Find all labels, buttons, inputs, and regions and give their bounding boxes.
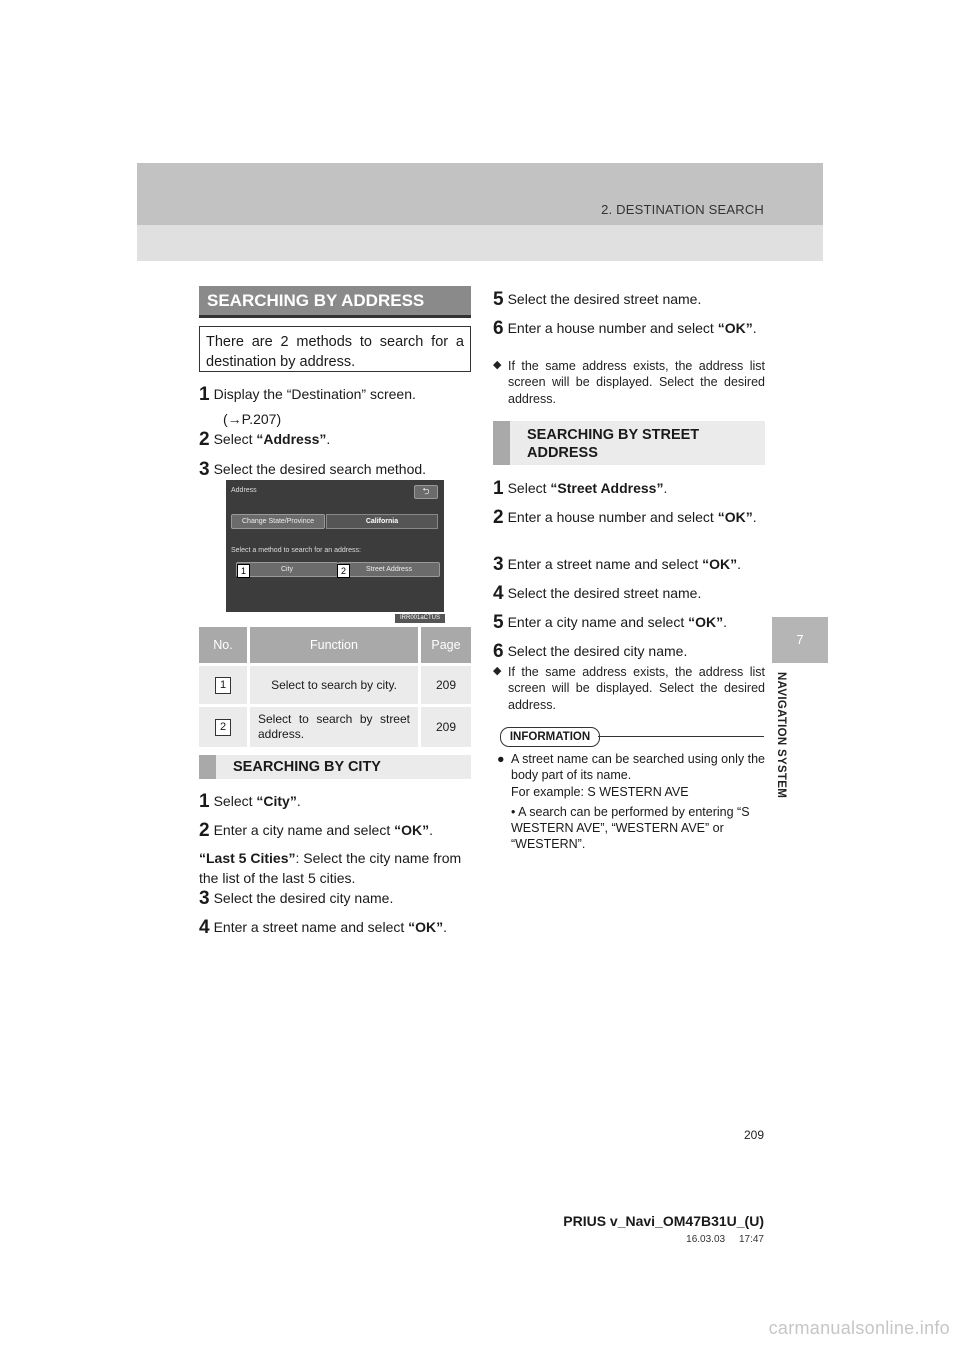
main-heading-text: SEARCHING BY ADDRESS: [207, 291, 425, 310]
city-step-2: 2 Enter a city name and select “OK”.: [199, 820, 434, 841]
watermark: carmanualsonline.info: [768, 1318, 950, 1338]
heading-marker: [493, 421, 510, 465]
chapter-tab: 7: [772, 617, 828, 663]
state-value: California: [326, 514, 438, 529]
step-2: 2 Select “Address”.: [199, 429, 331, 450]
street-step-6: 6 Select the desired city name.: [493, 641, 688, 662]
city-heading: [199, 755, 471, 779]
street-step-1: 1 Select “Street Address”.: [493, 478, 668, 499]
column-header: Function: [249, 627, 420, 665]
callout-marker-1: 1: [237, 564, 250, 578]
street-heading-text: SEARCHING BY STREET ADDRESS: [527, 427, 700, 462]
row-number: 2: [215, 719, 231, 736]
city-step-4: 4 Enter a street name and select “OK”.: [199, 917, 448, 938]
intro-box: [199, 326, 471, 372]
row-function: Select to search by street address.: [249, 706, 420, 748]
table-row: [199, 706, 471, 748]
heading-marker: [199, 755, 216, 779]
row-page: 209: [420, 665, 472, 706]
bullet-note-1: ◆ If the same address exists, the address list screen will be displayed. Select the desired address.: [493, 359, 765, 406]
column-header: No.: [199, 627, 249, 665]
street-step-3: 3 Enter a street name and select “OK”.: [493, 554, 742, 575]
city-heading-text: SEARCHING BY CITY: [233, 759, 381, 775]
bullet-marker: ◆: [493, 665, 502, 677]
document-id: PRIUS v_Navi_OM47B31U_(U): [563, 1213, 764, 1229]
information-example: For example: S WESTERN AVE: [511, 784, 689, 799]
intro-text: There are 2 methods to search for a destination by address.: [206, 334, 464, 370]
table-header-row: [199, 627, 471, 665]
chapter-label: [765, 672, 795, 820]
image-code: IRR001aCTUS: [395, 614, 445, 623]
screen-prompt: Select a method to search for an address:: [231, 547, 361, 554]
information-item: ● A street name can be searched using only the body part of its name. For example: S WESTERN AVE: [497, 752, 765, 799]
last-5-cities-note: “Last 5 Cities”: Select the city name from the list of the last 5 cities.: [199, 850, 462, 887]
section-title: 2. DESTINATION SEARCH: [601, 202, 764, 217]
step-1: 1 Display the “Destination” screen. (→P.207): [199, 384, 416, 427]
street-step-4: 4 Select the desired street name.: [493, 583, 702, 604]
callout-marker-2: 2: [337, 564, 350, 578]
circle-bullet: ●: [497, 752, 505, 766]
row-page: 209: [420, 706, 472, 748]
street-step-5: 5 Enter a city name and select “OK”.: [493, 612, 728, 633]
page-reference: (→P.207): [223, 410, 282, 427]
address-step-5: 5 Select the desired street name.: [493, 289, 702, 310]
information-tag: INFORMATION: [500, 727, 600, 747]
city-step-3: 3 Select the desired city name.: [199, 888, 394, 909]
main-heading: [199, 286, 471, 318]
street-heading: [493, 421, 765, 465]
street-address-option-button: Street Address: [338, 562, 440, 577]
address-screen-image: [226, 480, 444, 612]
change-state-button: Change State/Province: [231, 514, 325, 529]
bullet-note-2: ◆ If the same address exists, the address list screen will be displayed. Select the desired address.: [493, 665, 765, 712]
table-row: [199, 665, 471, 706]
row-function: Select to search by city.: [249, 665, 420, 706]
header-subband: [137, 225, 823, 261]
page-number: 209: [743, 1128, 764, 1142]
city-step-1: 1 Select “City”.: [199, 791, 301, 812]
information-rule: [598, 736, 764, 737]
row-number: 1: [215, 677, 231, 694]
address-step-6: 6 Enter a house number and select “OK”.: [493, 318, 757, 339]
city-option-button: City: [236, 562, 338, 577]
function-table: [199, 627, 471, 747]
information-subitem: • A search can be performed by entering “S WESTERN AVE”, “WESTERN AVE” or “WESTERN”.: [511, 804, 750, 852]
bullet-marker: ◆: [493, 359, 502, 371]
chapter-label-text: NAVIGATION SYSTEM: [775, 672, 787, 799]
information-body: [497, 751, 765, 853]
document-date: 16.03.03 17:47: [686, 1234, 764, 1245]
back-icon: ⮌: [414, 485, 438, 499]
step-3: 3 Select the desired search method.: [199, 459, 427, 480]
street-step-2: 2 Enter a house number and select “OK”.: [493, 507, 757, 528]
screen-title: Address: [231, 487, 257, 494]
column-header: Page: [420, 627, 472, 665]
